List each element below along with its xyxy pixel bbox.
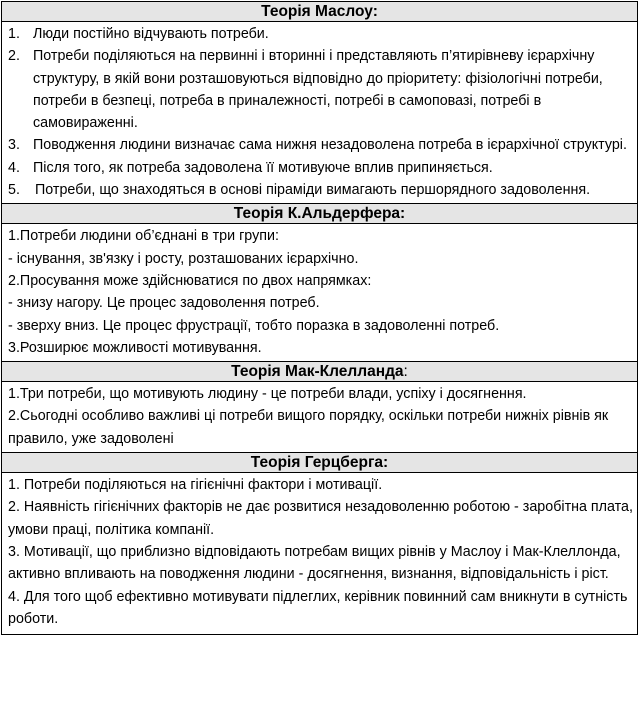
- section-title-colon: :: [403, 363, 408, 381]
- section-alderfer: [2, 203, 637, 361]
- text-line: 1. Потреби поділяються на гігієнічні фактори і мотивації.: [8, 477, 383, 494]
- text-line: - знизу нагору. Це процес задоволення потреб.: [8, 295, 320, 312]
- text-line: 2.Сьогодні особливо важливі ці потреби вищого порядку, оскільки потреби нижніх рівнів як правило, уже задоволені: [8, 408, 609, 447]
- section-title: Теорія Мак-Клелланда: [231, 363, 404, 381]
- item-number: 3.: [8, 137, 20, 154]
- section-title: Теорія Маслоу:: [2, 2, 637, 22]
- item-number: 4.: [8, 159, 20, 176]
- list-item: [8, 157, 633, 179]
- text-line: - існування, зв'язку і росту, розташованих ієрархічно.: [8, 250, 359, 267]
- text-line: 2.Просування може здійснюватися по двох напрямках:: [8, 272, 372, 289]
- section-body: [2, 473, 637, 634]
- text-line: 4. Для того щоб ефективно мотивувати підлеглих, керівник повинний сам вникнути в сутність роботи.: [8, 588, 628, 627]
- section-title: Теорія К.Альдерфера:: [2, 203, 637, 224]
- item-text: Потреби, що знаходяться в основі піраміди вимагають першорядного задоволення.: [35, 182, 591, 199]
- item-text: Поводження людини визначає сама нижня незадоволена потреба в ієрархічної структурі.: [33, 137, 627, 154]
- text-line: 2. Наявність гігієнічних факторів не дає розвитися незадоволенню роботою - заробітна плата, умови праці, політика компанії.: [8, 499, 633, 538]
- section-body: [2, 382, 637, 452]
- item-number: 2.: [8, 48, 20, 65]
- list-item: [8, 23, 633, 45]
- item-text: Люди постійно відчувають потреби.: [33, 26, 269, 42]
- section-body: [2, 22, 637, 203]
- theories-table: [1, 1, 638, 635]
- section-mcclelland: [2, 361, 637, 452]
- text-line: 3.Розширює можливості мотивування.: [8, 339, 262, 356]
- list-item: [8, 179, 633, 201]
- text-line: 1.Три потреби, що мотивують людину - це потреби влади, успіху і досягнення.: [8, 386, 527, 403]
- text-line: 3. Мотивації, що приблизно відповідають потребам вищих рівнів у Маслоу і Мак-Клеллонда, активно впливають на поводження людини - досягнення, визнання, відповідальність і ріст.: [8, 543, 621, 583]
- item-text: Потреби поділяються на первинні і вторинні і представляють п’ятирівневу ієрархічну структуру, в якій вони розташовуються відповідно до пріоритету: фізіологічні потреби, потреби в безпеці, потреба в приналежності, потребі в самоповазі, потребі в самовираженні.: [33, 48, 603, 132]
- item-number: 5.: [8, 182, 20, 199]
- section-body: [2, 224, 637, 361]
- list-item: [8, 134, 633, 156]
- item-number: 1.: [8, 26, 20, 42]
- list-item: [8, 45, 633, 134]
- section-maslow: [2, 2, 637, 203]
- text-line: 1.Потреби людини об’єднані в три групи:: [8, 228, 279, 245]
- section-title-row: [2, 361, 637, 382]
- item-text: Після того, як потреба задоволена її мотивуюче вплив припиняється.: [33, 159, 493, 176]
- section-title: Теорія Герцберга:: [2, 452, 637, 473]
- text-line: - зверху вниз. Це процес фрустрації, тобто поразка в задоволенні потреб.: [8, 317, 500, 334]
- section-herzberg: [2, 452, 637, 634]
